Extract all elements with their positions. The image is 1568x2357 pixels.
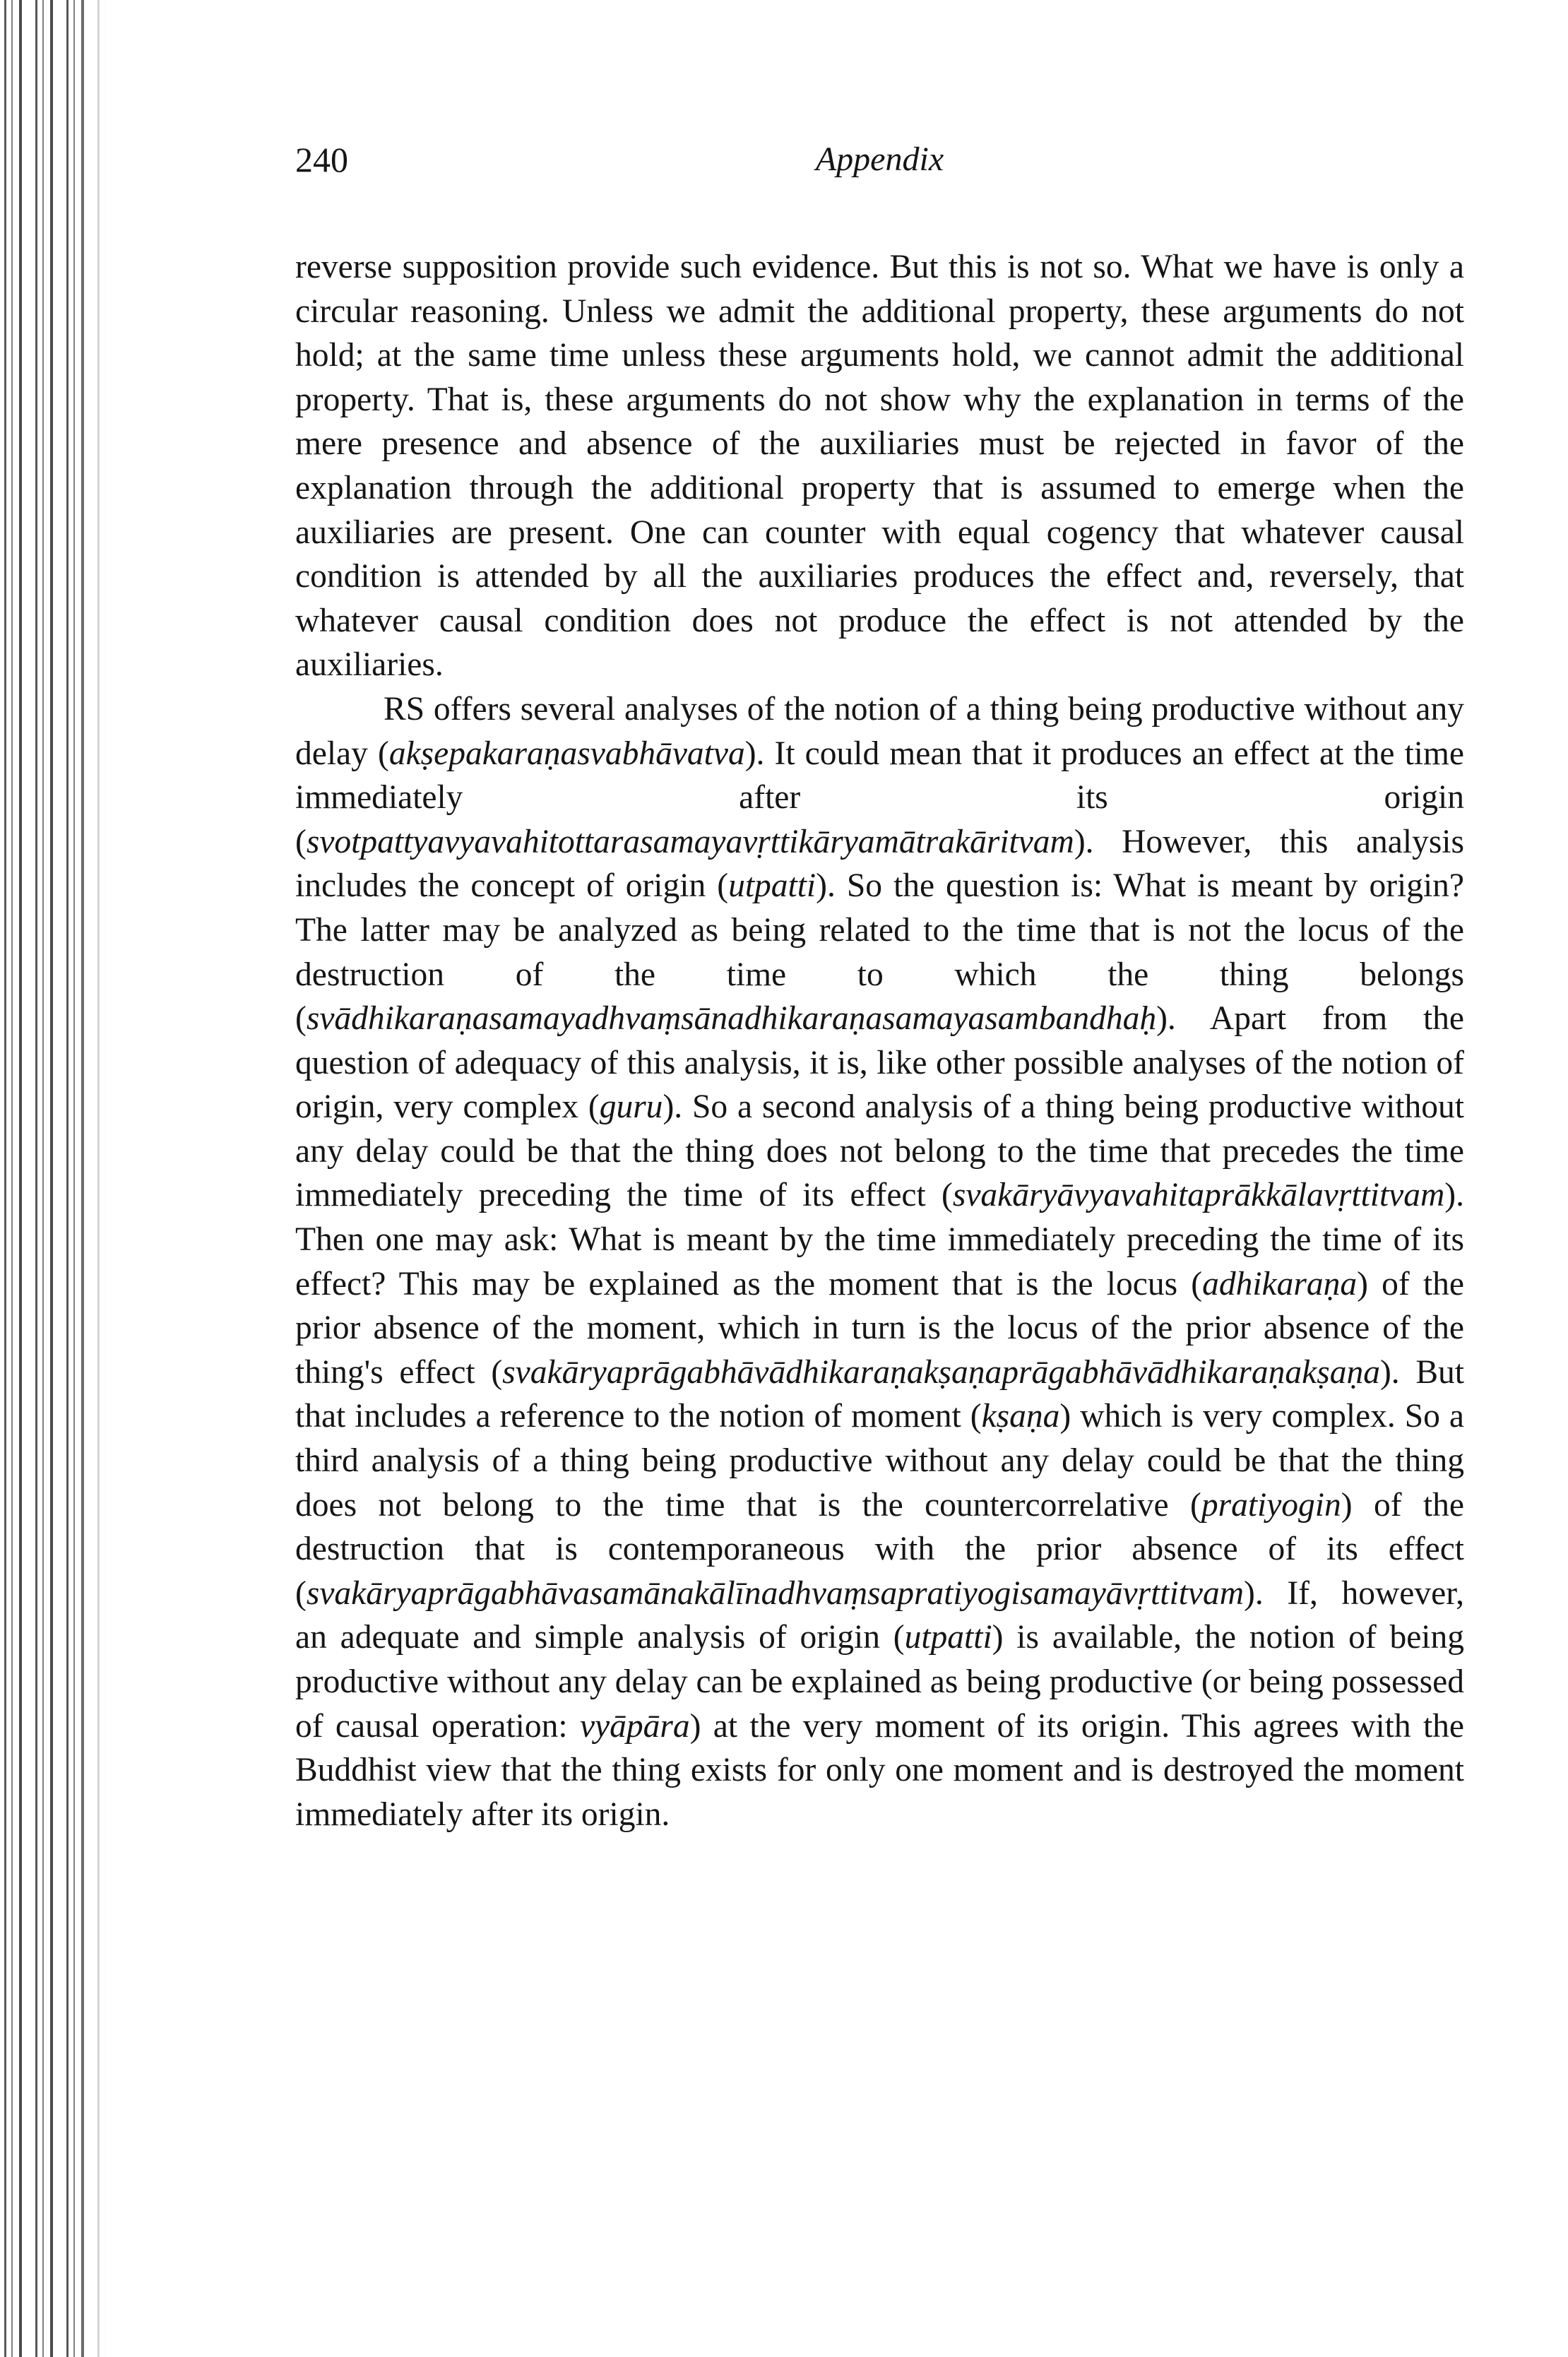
page-header	[295, 138, 1464, 181]
text-run: reverse supposition provide such evidence. But this is not so. What we have is only a circular reasoning. Unless we admit the additional property, these arguments do not hold; at the same time unless these arguments hold, we cannot admit the additional property. That is, these arguments do not show why the explanation in terms of the mere presence and absence of the auxiliaries must be rejected in favor of the explanation through the additional property that is assumed to emerge when the auxiliaries are present. One can counter with equal cogency that whatever causal condition is attended by all the auxiliaries produces the effect and, reversely, that whatever causal condition does not produce the effect is not attended by the auxiliaries.	[295, 249, 1464, 684]
page-number: 240	[295, 140, 348, 179]
paragraph	[295, 687, 1464, 1836]
text-run: ). Apart from the question of adequacy of this analysis, it is, like other possible analyses of the notion of origin, very complex (	[295, 1000, 1464, 1126]
text-run: ). However, this analysis includes the concept of origin (	[295, 823, 1464, 905]
italic-term: guru	[599, 1088, 663, 1126]
italic-term: akṣepakaraṇasvabhāvatva	[388, 735, 745, 772]
italic-term: kṣaṇa	[981, 1398, 1060, 1435]
paragraph	[295, 245, 1464, 687]
text-run: ) of the prior absence of the moment, which in turn is the locus of the prior absence of the thing's effect (	[295, 1265, 1464, 1391]
text-run: ). So a second analysis of a thing being productive without any delay could be that the thing does not belong to the time that precedes the time immediately preceding the time of its effect (	[295, 1088, 1464, 1214]
italic-term: utpatti	[904, 1619, 992, 1656]
text-run: ). But that includes a reference to the notion of moment (	[295, 1353, 1464, 1435]
italic-term: vyāpāra	[579, 1707, 690, 1745]
text-run: ). Then one may ask: What is meant by the time immediately preceding the time of its effect? This may be explained as the moment that is the locus (	[295, 1177, 1464, 1302]
text-run: ). It could mean that it produces an effect at the time immediately after its origin (	[295, 735, 1465, 860]
text-run: RS offers several analyses of the notion of a thing being productive without any delay (	[295, 690, 1464, 772]
running-head: Appendix	[815, 141, 944, 178]
body-text	[295, 245, 1464, 1836]
italic-term: svakāryaprāgabhāvasamānakālīnadhvaṃsapratiyogisamayāvṛttitvam	[306, 1574, 1245, 1612]
italic-term: pratiyogin	[1201, 1486, 1341, 1524]
text-run: ) which is very complex. So a third analysis of a thing being productive without any delay could be that the thing does not belong to the time that is the countercorrelative (	[295, 1398, 1464, 1524]
text-run: ) is available, the notion of being productive without any delay can be explained as being productive (or being possessed of causal operation:	[295, 1619, 1465, 1745]
text-run: ) of the destruction that is contemporaneous with the prior absence of its effect (	[295, 1486, 1464, 1612]
italic-term: svādhikaraṇasamayadhvaṃsānadhikaraṇasamayasambandhaḥ	[306, 1000, 1157, 1038]
italic-term: svotpattyavyavahitottarasamayavṛttikāryamātrakāritvam	[306, 823, 1074, 860]
text-run: ). If, however, an adequate and simple analysis of origin (	[295, 1574, 1464, 1656]
italic-term: utpatti	[728, 867, 816, 905]
italic-term: svakāryāvyavahitaprākkālavṛttitvam	[952, 1177, 1445, 1214]
italic-term: svakāryaprāgabhāvādhikaraṇakṣaṇaprāgabhāvādhikaraṇakṣaṇa	[502, 1353, 1380, 1391]
text-run: ). So the question is: What is meant by origin? The latter may be analyzed as being related to the time that is not the locus of the destruction of the time to which the thing belongs (	[295, 867, 1464, 1038]
italic-term: adhikaraṇa	[1202, 1265, 1358, 1302]
text-run: ) at the very moment of its origin. This agrees with the Buddhist view that the thing exists for only one moment and is destroyed the moment immediately after its origin.	[295, 1707, 1464, 1833]
binding-fade	[78, 0, 106, 2357]
